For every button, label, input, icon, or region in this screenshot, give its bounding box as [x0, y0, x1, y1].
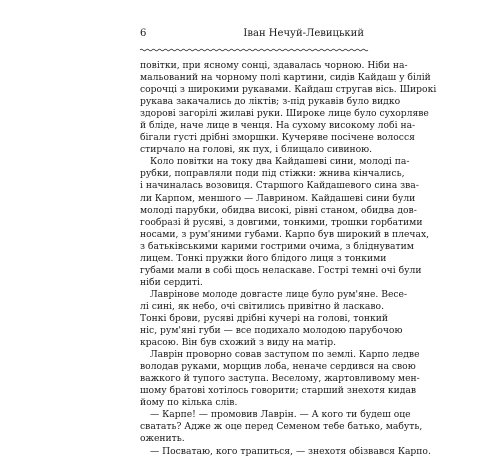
text-line: здорові загорілі жилаві руки. Широке лице було сухорляве	[140, 108, 429, 120]
text-line: важкого й тупого заступа. Веселому, жартовливому мен-	[140, 373, 420, 385]
text-line: сватать? Адже ж оце перед Семеном тебе батько, мабуть,	[140, 421, 423, 433]
text-line: оженить.	[140, 433, 185, 445]
running-head-author-title: Іван Нечуй-Левицький	[243, 28, 364, 39]
text-line: стирчало на голові, як пух, і блищало сивиною.	[140, 144, 373, 156]
text-line: Тонкі брови, русяві дрібні кучері на голові, тонкий	[140, 312, 389, 324]
text-line: ли Карпом, меншого — Лаврином. Кайдашеві сини були	[140, 192, 416, 204]
text-line: повітки, при ясному сонці, здавалась чорною. Ніби на-	[140, 60, 408, 71]
text-line: Лаврінове молоде довгасте лице було рум'яне. Весе-	[150, 288, 408, 300]
text-line: шому братові хотілось говорити; старший знехотя кидав	[140, 385, 417, 397]
text-line: гообразі й русяві, з довгими, тонкими, трошки горбатими	[140, 216, 423, 228]
text-line: йому по кілька слів.	[140, 397, 238, 409]
text-line: ніс, рум'яні губи — все подихало молодою парубочою	[140, 325, 403, 337]
text-line: молоді парубки, обидва високі, рівні станом, обидва дов-	[140, 204, 417, 216]
text-line: губами мали в собі щось неласкаве. Гострі темні очі були	[140, 264, 422, 276]
text-line: красою. Він був схожий з виду на матір.	[140, 337, 337, 349]
text-line: й бліде, наче лице в ченця. На сухому високому лобі на-	[140, 120, 416, 132]
text-line: рубки, поправляли поди під стіжки: жнива кінчались,	[140, 168, 405, 180]
paragraph	[140, 156, 430, 289]
text-line: рукава закачались до ліктів; з-під рукавів було видко	[140, 96, 401, 108]
body-text	[140, 60, 437, 458]
text-line: сорочці з широкими рукавами. Кайдаш стругав вісь. Широкі	[140, 84, 437, 96]
page-number: 6	[140, 28, 147, 39]
decorative-wavy-rule	[140, 46, 364, 54]
text-line: і начиналась возовиця. Старшого Кайдашевого сина зва-	[140, 180, 419, 192]
text-line: лі сині, як небо, очі світились привітно й ласкаво.	[140, 300, 384, 312]
text-line: лицем. Тонкі пружки його блідого лиця з тонкими	[140, 252, 387, 264]
paragraph	[140, 409, 423, 445]
text-line: — Карпе! — промовив Лаврін. — А кого ти будеш оце	[150, 409, 411, 421]
text-line: мальований на чорному полі картини, сидів Кайдаш у білій	[140, 72, 431, 84]
paragraph	[140, 445, 431, 458]
paragraph	[140, 288, 408, 349]
text-line: Коло повітки на току два Кайдашеві сини, молоді па-	[150, 156, 410, 168]
paragraph	[140, 60, 437, 156]
page-header	[140, 26, 364, 46]
text-line: ніби сердиті.	[140, 276, 203, 288]
text-line: з батьківськими карими гострими очима, з бліднуватим	[140, 240, 414, 252]
text-line: — Посватаю, кого трапиться, — знехотя обізвався Карпо.	[150, 445, 431, 457]
text-line: Лаврін проворно совав заступом по землі. Карпо ледве	[150, 349, 420, 361]
text-line: носами, з рум'яними губами. Карпо був широкий в плечах,	[140, 228, 430, 240]
text-line: бігали густі дрібні зморшки. Кучеряве посічене волосся	[140, 132, 415, 144]
paragraph	[140, 349, 420, 409]
text-line: володав руками, морщив лоба, неначе сердився на свою	[140, 361, 416, 373]
